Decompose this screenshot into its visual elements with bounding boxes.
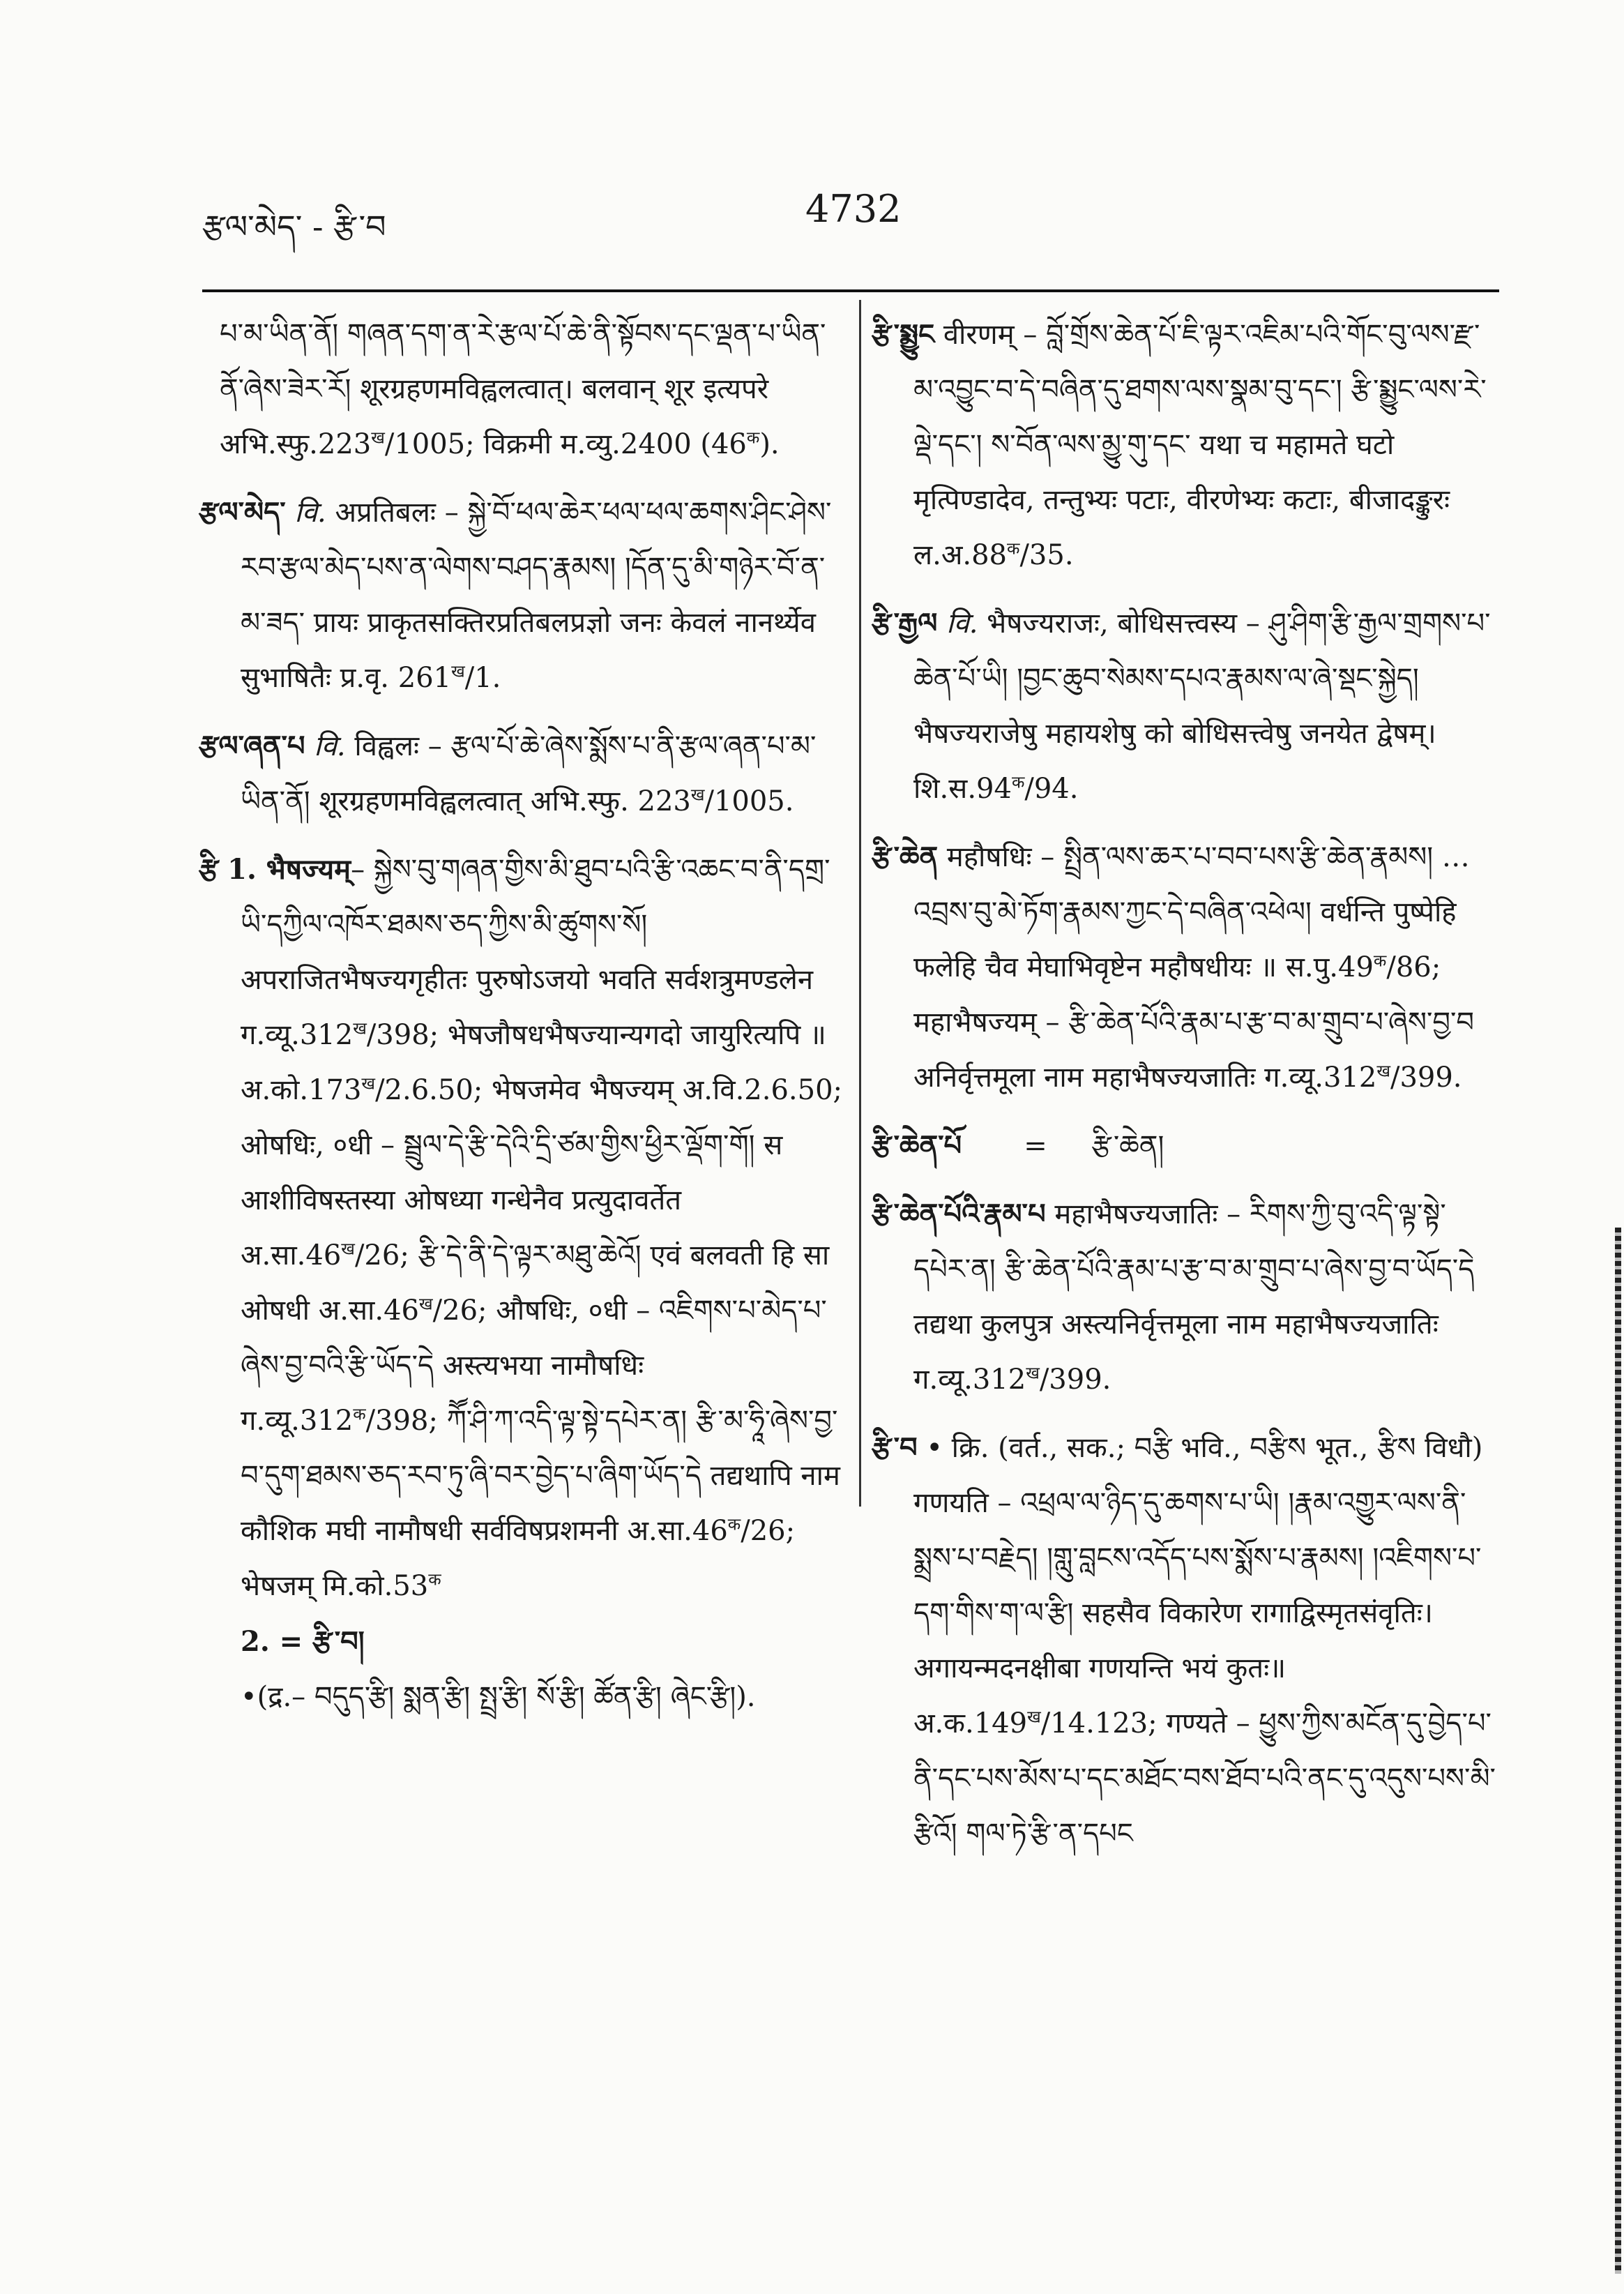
folio-side: ख xyxy=(451,661,465,681)
entry-text: – རིགས་ཀྱི་བུ་འདི་ལྟ་སྟེ་དཔེར་ན། རྩི་ཆེན་པོའི་རྣམ་པ་རྩ་བ་མ་གྲུབ་པ་ཞེས་བྱ་བ་ཡོད་དེ तद्यथा कुलपुत्र अस्त्यनिर्वृत्तमूला नाम महाभैषज्यजातिः ग.व्यू.312 xyxy=(913,1198,1475,1396)
grammar-label: वि. xyxy=(946,608,978,640)
entry-continuation xyxy=(199,307,847,472)
folio-side: क xyxy=(727,1514,741,1534)
headword: རྩལ་ཞན་པ xyxy=(199,730,305,762)
entry-text: अप्रतिबलः – སྐྱེ་བོ་ཕལ་ཆེར་ཕལ་ཕལ་ཆགས་ཤིང་ཤེས་རབ་རྩལ་མེད་པས་ན་ལེགས་བཤད་རྣམས། །དོན་དུ་མི་གཉེར་བོ་ན་མ་ཟད་ प्रायः प्राकृतसक्तिरप्रतिबलप्रज्ञो जनः केवलं नानर्थ्येव सुभाषितैः प्र.वृ. 261 xyxy=(241,497,832,694)
entry-text: /399. xyxy=(1390,1062,1462,1094)
sanskrit-equivalent: महौषधिः xyxy=(946,841,1032,873)
entry-text: /1005. xyxy=(704,785,794,817)
entry-text: विह्वलः – རྩལ་པོ་ཆེ་ཞེས་སྨོས་པ་ནི་རྩལ་ཞན་པ་མ་ཡིན་ནོ། शूरग्रहणमविह्वलत्वात् अभि.स्फु. 223 xyxy=(241,730,817,817)
sanskrit-equivalent: महाभैषज्यजातिः xyxy=(1054,1198,1218,1230)
entry-rtsal-zhan-pa xyxy=(199,718,847,829)
sense-1: 1. भैषज्यम् xyxy=(227,853,351,886)
cross-reference: •(द्र.– བདུད་རྩི། སྨན་རྩི། སྤྲ་རྩི། སོ་རྩི། ཚོན་རྩི། ཞེང་རྩི།). xyxy=(241,1681,756,1713)
right-column xyxy=(872,307,1499,1862)
entry-text: /398; ཀཽ་ཤི་ཀ་འདི་ལྟ་སྟེ་དཔེར་ན། རྩི་མ་ཧཱི་ཞེས་བྱ་བ་དུག་ཐམས་ཅད་རབ་ཏུ་ཞི་བར་བྱེད་པ་ཞིག་ཡོད་དེ तद्यथापि नाम कौशिक मघी नामौषधी सर्वविषप्रशमनी अ.सा.46 xyxy=(241,1405,840,1547)
entry-rtsi-ba xyxy=(872,1420,1499,1862)
folio-side: ख xyxy=(371,428,385,448)
header-rule xyxy=(202,289,1499,292)
entry-rtsi-rgyal xyxy=(872,596,1499,817)
entry-text: /26; རྩི་དེ་ནི་དེ་ལྟར་མཐུ་ཆེའོ། एवं बलवती हि सा ओषधी अ.सा.46 xyxy=(241,1239,830,1327)
entry-text: भैषज्यराजः, बोधिसत्त्वस्य – ཤུ་ཤིག་རྩི་རྒྱལ་གྲགས་པ་ཆེན་པོ་ཡི། །བྱང་ཆུབ་སེམས་དཔའ་རྣམས་ལ་ཞེ་སྡང་སྐྱེད། भैषज्यराजेषु महायशेषु को बोधिसत्त्वेषु जनयेत द्वेषम्। शि.स.94 xyxy=(913,608,1491,805)
entry-text: /26; औषधिः, ०धी – འཇིགས་པ་མེད་པ་ཞེས་བྱ་བའི་རྩི་ཡོད་དེ अस्त्यभया नामौषधिः ग.व्यू.312 xyxy=(241,1295,827,1437)
column-divider xyxy=(859,300,861,1507)
headword: རྩི་ཆེན xyxy=(872,840,939,873)
headword: རྩི་ཆེན་པོའི་རྣམ་པ xyxy=(872,1198,1046,1230)
entry-rtsi-chen xyxy=(872,829,1499,1106)
folio-side: ख xyxy=(1376,1061,1390,1081)
entry-text: /86; महाभैषज्यम् – རྩི་ཆེན་པོའི་རྣམ་པ་རྩ་བ་མ་གྲུབ་པ་ཞེས་བྱ་བ अनिर्वृत्तमूला नाम महाभैषज्यजातिः ग.व्यू.312 xyxy=(913,951,1475,1094)
folio-side: क xyxy=(1373,951,1387,971)
entry-text: ). xyxy=(759,428,780,460)
headword: རྩི xyxy=(199,853,219,886)
folio-side: ख xyxy=(1026,1363,1040,1383)
entry-text: /1. xyxy=(464,662,501,694)
headword: རྩི་རྒྱལ xyxy=(872,607,938,640)
folio-side: ख xyxy=(341,1239,355,1259)
sense-2: 2. = རྩི་བ། xyxy=(241,1625,365,1658)
folio-side: ख xyxy=(361,1073,376,1094)
entry-rtsal-med xyxy=(199,485,847,706)
entry-rtsi-smyung xyxy=(872,307,1499,583)
entry-rtsi xyxy=(199,842,847,1725)
left-column xyxy=(199,307,847,1725)
folio-side: ख xyxy=(353,1018,367,1039)
cross-reference: རྩི་ཆེན། xyxy=(1091,1130,1164,1162)
entry-rtsi-chen-poi-rnam-pa xyxy=(872,1186,1499,1408)
entry-text: /94. xyxy=(1024,773,1079,805)
entry-text: गणयति – འཕྲལ་ལ་ཉིད་དུ་ཆགས་པ་ཡི། །རྣམ་འགྱུར་ལས་ནི་སྨྲས་པ་བརྗེད། །གླུ་བླངས་འདོད་པས་སྨོས་པ་རྣམས། །འཇིགས་པ་དག་གིས་ག་ལ་རྩི། सहसैव विकारेण रागाद्विस्मृतसंवृतिः। अगायन्मदनक्षीबा गणयन्ति भयं कुतः॥ अ.क.149 xyxy=(913,1487,1482,1740)
headword: རྩི་ཆེན་པོ xyxy=(872,1129,962,1162)
folio-side: ख xyxy=(690,785,705,805)
entry-text: /26; भेषजम् मि.को.53 xyxy=(241,1515,796,1602)
sanskrit-equivalent: वीरणम् xyxy=(943,319,1015,351)
header-title: རྩལ་མེད་ - རྩི་བ xyxy=(202,208,386,246)
folio-side: क xyxy=(746,428,760,448)
entry-text: – བློ་གྲོས་ཆེན་པོ་ཇི་ལྟར་འཇིམ་པའི་གོང་བུ་ལས་རྫ་མ་འབྱུང་བ་དེ་བཞིན་དུ་ཐགས་ལས་སྣམ་བུ་དང་། རྩི་སྨྱུང་ལས་རེ་ལྡེ་དང་། ས་བོན་ལས་མྱུ་གུ་དང་ यथा च महामते घटो मृत्पिण्डादेव, तन्तुभ्यः पटाः, वीरणेभ्यः कटाः, बीजादङ्कुरः ल.अ.88 xyxy=(913,319,1487,571)
folio-side: क xyxy=(428,1569,441,1590)
entry-text: /14.123; गण्यते – ཕྱུས་ཀྱིས་མངོན་དུ་བྱེད་པ་ནི་དང་པས་མོས་པ་དང་མཐོང་བས་ཐོབ་པའི་ནང་དུ་འདུས་པས་མི་རྩིའོ། གལ་ཏེ་རྩི་ན་དཔང xyxy=(913,1707,1496,1850)
entry-text: /398; भेषजौषधभैषज्यान्यगदो जायुरित्यपि ॥ अ.को.173 xyxy=(241,1019,826,1106)
page-number: 4732 xyxy=(805,187,902,231)
folio-side: ख xyxy=(1027,1707,1041,1727)
folio-side: ख xyxy=(419,1294,433,1314)
entry-text: /2.6.50; भेषजमेव भैषज्यम् अ.वि.2.6.50; ओषधिः, ०धी – སྦྲུལ་དེ་རྩི་དེའི་དྲི་ཙམ་གྱིས་ཕྱིར་ལྡོག་གོ། स आशीविषस्तस्या ओषध्या गन्धेनैव प्रत्युदावर्तेत अ.सा.46 xyxy=(241,1074,842,1271)
folio-side: क xyxy=(1011,772,1025,792)
verb-forms: • क्रि. (वर्त., सक.; བརྩི भवि., བརྩིས भूत., རྩིས विधौ) xyxy=(926,1432,1483,1464)
headword: རྩལ་མེད་ xyxy=(199,496,286,529)
entry-text: /1005; विक्रमी म.व्यु.2400 (46 xyxy=(384,428,747,460)
folio-side: क xyxy=(353,1404,366,1424)
entry-rtsi-chen-po xyxy=(872,1118,1499,1174)
entry-text: /399. xyxy=(1039,1364,1111,1396)
grammar-label: वि. xyxy=(314,730,346,762)
headword: རྩི་སྨྱུང xyxy=(872,318,935,351)
folio-side: क xyxy=(1007,538,1020,559)
equals-sign: = xyxy=(1024,1130,1047,1162)
entry-text: – སྐྱེས་བུ་གཞན་གྱིས་མི་ཐུབ་པའི་རྩི་འཆང་བ་ནི་དགྲ་ཡི་དཀྱིལ་འཁོར་ཐམས་ཅད་ཀྱིས་མི་ཚུགས་སོ། अपराजितभैषज्यगृहीतः पुरुषोऽजयो भवति सर्वशत्रुमण्डलेन ग.व्यू.312 xyxy=(241,854,830,1051)
entry-text: /35. xyxy=(1019,539,1074,571)
grammar-label: वि. xyxy=(294,497,326,529)
headword: རྩི་བ xyxy=(872,1431,918,1464)
entry-text: – སྤྲིན་ལས་ཆར་པ་བབ་པས་རྩི་ཆེན་རྣམས། …འབྲས་བུ་མེ་ཏོག་རྣམས་ཀྱང་དེ་བཞིན་འཕེལ། वर्धन्ति पुष्पेहि फलेहि चैव मेघाभिवृष्टेन महौषधीयः ॥ स.पु.49 xyxy=(913,841,1470,983)
scan-edge-artifact xyxy=(1615,1228,1621,2274)
entry-text: པ་མ་ཡིན་ནོ། གཞན་དག་ན་རེ་རྩལ་པོ་ཆེ་ནི་སྟོབས་དང་ལྡན་པ་ཡིན་ནོ་ཞེས་ཟེར་རོ། शूरग्रहणमविह्वलत्वात्। बलवान् शूर इत्यपरे अभि.स्फु.223 xyxy=(220,318,826,460)
